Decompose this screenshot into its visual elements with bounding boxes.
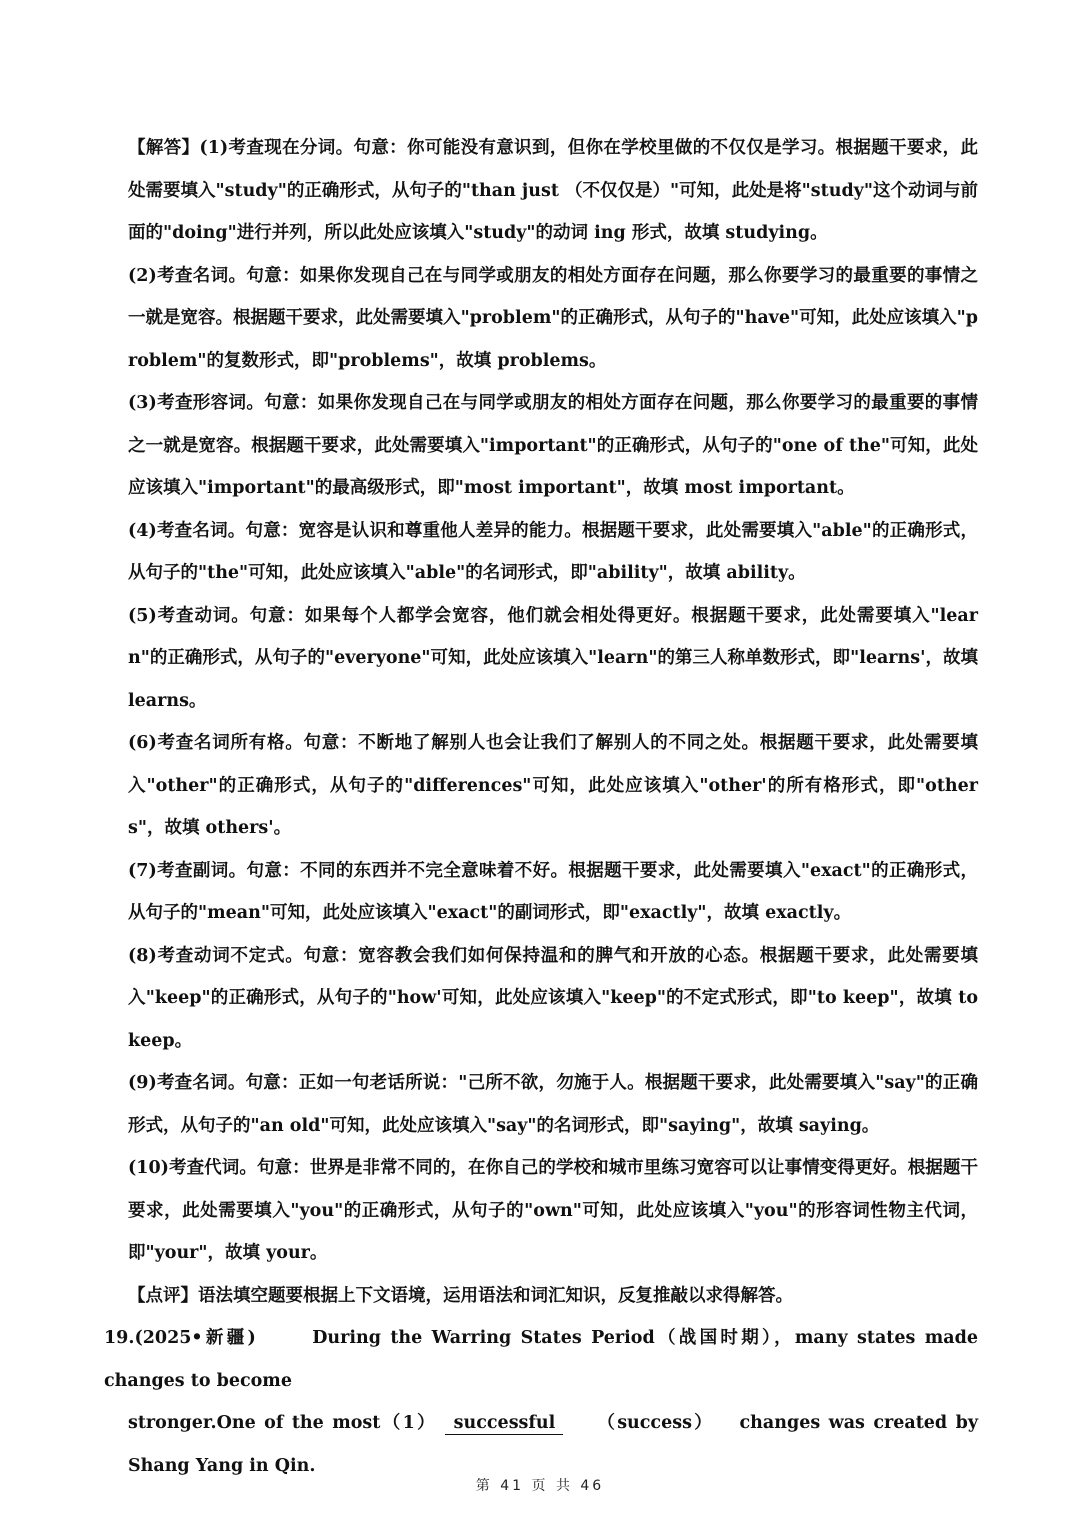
question-19 — [104, 1317, 978, 1487]
question-text-suffix: changes was created by Shang Yang in Qin. — [128, 1413, 979, 1476]
answer-paragraph-8: (8)考查动词不定式。句意：宽容教会我们如何保持温和的脾气和开放的心态。根据题干要求，此处需要填入"keep"的正确形式，从句子的"how'可知，此处应该填入"keep"的不定式形式，即"to keep"，故填 to keep。 — [128, 945, 978, 1051]
answer-paragraph-2: (2)考查名词。句意：如果你发现自己在与同学或朋友的相处方面存在问题，那么你要学习的最重要的事情之一就是宽容。根据题干要求，此处需要填入"problem"的正确形式，从句子的"have"可知，此处应该填入"problem"的复数形式，即"problems"，故填 problems。 — [128, 265, 978, 371]
question-line-1 — [104, 1317, 978, 1402]
question-number-source: 19.(2025•新疆) — [104, 1328, 256, 1348]
page-footer: 第 41 页 共 46 — [475, 1478, 605, 1494]
answer-paragraph-9: (9)考查名词。句意：正如一句老话所说："己所不欲，勿施于人。根据题干要求，此处需要填入"say"的正确形式，从句子的"an old"可知，此处应该填入"say"的名词形式，即"saying"，故填 saying。 — [128, 1073, 978, 1136]
comment-paragraph: 【点评】语法填空题要根据上下文语境，运用语法和词汇知识，反复推敲以求得解答。 — [128, 1285, 793, 1306]
answer-section — [128, 127, 978, 1317]
answer-paragraph-1: 【解答】(1)考查现在分词。句意：你可能没有意识到，但你在学校里做的不仅仅是学习。根据题干要求，此处需要填入"study"的正确形式，从句子的"than just （不仅仅是）"可知，此处是将"study"这个动词与前面的"doing"进行并列，所以此处应该填入"study"的动词 ing 形式，故填 studying。 — [128, 138, 978, 243]
answer-paragraph-10: (10)考查代词。句意：世界是非常不同的，在你自己的学校和城市里练习宽容可以让事情变得更好。根据题干要求，此处需要填入"you"的正确形式，从句子的"own"可知，此处应该填入"you"的形容词性物主代词，即"your"，故填 your。 — [128, 1158, 978, 1263]
answer-blank: successful — [445, 1412, 563, 1435]
answer-paragraph-6: (6)考查名词所有格。句意：不断地了解别人也会让我们了解别人的不同之处。根据题干要求，此处需要填入"other"的正确形式，从句子的"differences"可知，此处应该填入"other'的所有格形式，即"others"，故填 others'。 — [128, 733, 978, 838]
question-text-line-1: During the Warring States Period（战国时期），many states made changes to become — [104, 1328, 978, 1391]
answer-paragraph-7: (7)考查副词。句意：不同的东西并不完全意味着不好。根据题干要求，此处需要填入"exact"的正确形式，从句子的"mean"可知，此处应该填入"exact"的副词形式，即"exactly"，故填 exactly。 — [128, 860, 978, 923]
question-text-prefix: stronger.One of the most（1） — [128, 1413, 438, 1433]
answer-paragraph-5: (5)考查动词。句意：如果每个人都学会宽容，他们就会相处得更好。根据题干要求，此处需要填入"learn"的正确形式，从句子的"everyone"可知，此处应该填入"learn"的第三人称单数形式，即"learns'，故填 learns。 — [128, 605, 978, 711]
word-hint: （success） — [597, 1413, 715, 1433]
answer-paragraph-3: (3)考查形容词。句意：如果你发现自己在与同学或朋友的相处方面存在问题，那么你要学习的最重要的事情之一就是宽容。根据题干要求，此处需要填入"important"的正确形式，从句子的"one of the"可知，此处应该填入"important"的最高级形式，即"most important"，故填 most important。 — [128, 393, 978, 498]
answer-paragraph-4: (4)考查名词。句意：宽容是认识和尊重他人差异的能力。根据题干要求，此处需要填入"able"的正确形式，从句子的"the"可知，此处应该填入"able"的名词形式，即"ability"，故填 ability。 — [128, 520, 978, 583]
